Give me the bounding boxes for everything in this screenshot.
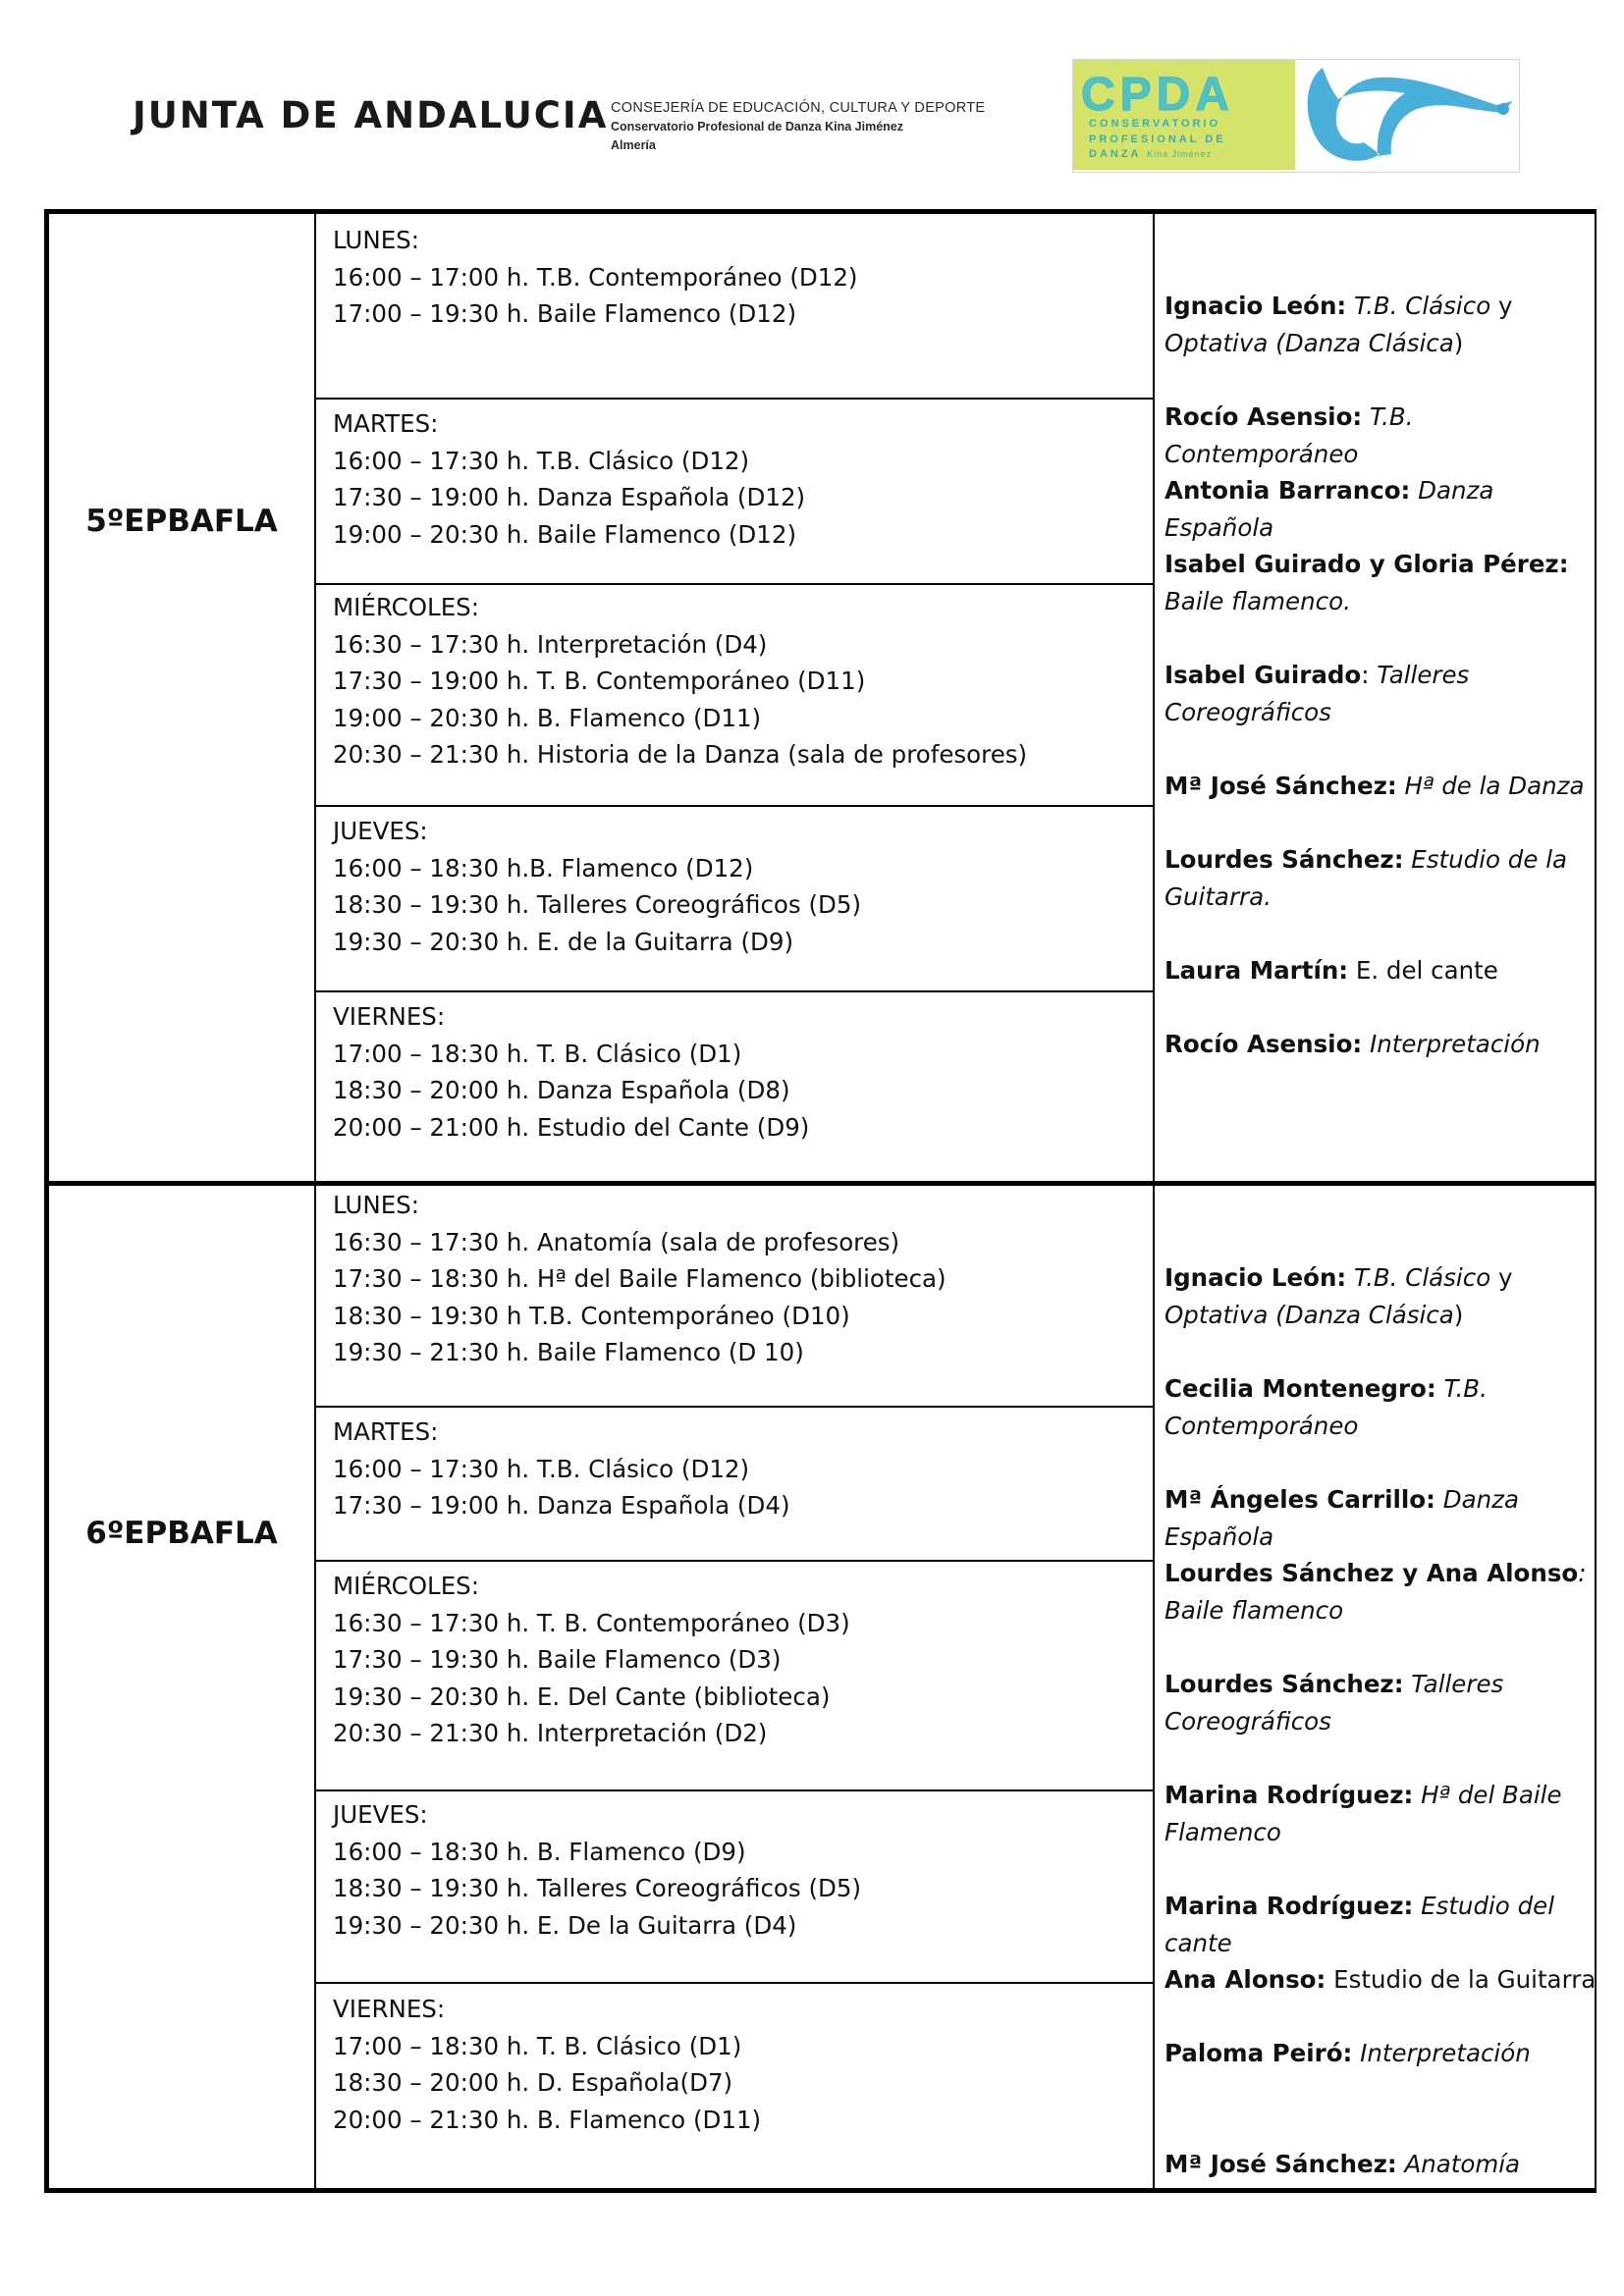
day-slot: 16:30 – 17:30 h. Interpretación (D4) [333,629,768,659]
day-name: VIERNES: [333,1002,446,1031]
teacher-entry: Lourdes Sánchez y Ana Alonso: Baile flamenco [1164,1559,1587,1625]
day-slot: 17:00 – 19:30 h. Baile Flamenco (D12) [333,299,797,329]
day-slot: 18:30 – 19:30 h T.B. Contemporáneo (D10) [333,1301,850,1330]
school-name: Conservatorio Profesional de Danza Kina Jiménez [611,120,903,133]
teacher-entry: Rocío Asensio: Interpretación [1164,1030,1541,1058]
day-block-viernes [316,992,1153,1181]
day-slot: 16:00 – 17:30 h. T.B. Clásico (D12) [333,446,750,475]
day-block-jueves [316,807,1153,992]
day-name: VIERNES: [333,1995,446,2023]
school-city: Almería [611,138,656,152]
day-block-miercoles [316,585,1153,807]
teacher-entry: Lourdes Sánchez: Talleres Coreográficos [1164,1670,1504,1735]
day-name: LUNES: [333,1191,419,1219]
teacher-entry: Paloma Peiró: Interpretación [1164,2039,1531,2067]
day-slot: 17:30 – 19:00 h. Danza Española (D4) [333,1491,790,1521]
teacher-entry: Marina Rodríguez: Estudio del cante [1164,1892,1555,1957]
day-slot: 17:30 – 19:30 h. Baile Flamenco (D3) [333,1645,782,1675]
teacher-entry: Antonia Barranco: Danza Española [1164,476,1494,542]
day-block-martes [316,400,1153,585]
cpda-logo [1072,59,1520,173]
day-slot: 20:00 – 21:00 h. Estudio del Cante (D9) [333,1112,810,1142]
day-slot: 16:00 – 17:00 h. T.B. Contemporáneo (D12) [333,262,858,292]
day-name: JUEVES: [333,1800,428,1829]
level-cell [49,214,316,1181]
day-slot: 18:30 – 20:00 h. Danza Española (D8) [333,1076,790,1105]
day-slot: 19:00 – 20:30 h. B. Flamenco (D11) [333,703,762,732]
day-name: MARTES: [333,1417,439,1446]
level-cell [49,1186,316,2188]
teacher-entry: Ana Alonso: Estudio de la Guitarra [1164,1965,1597,1994]
teacher-entry: Cecilia Montenegro: T.B. Contemporáneo [1164,1374,1488,1440]
day-slot: 17:30 – 18:30 h. Hª del Baile Flamenco (biblioteca) [333,1264,947,1294]
teacher-entry: Laura Martín: E. del cante [1164,956,1498,985]
org-name: JUNTA DE ANDALUCIA [133,94,609,136]
day-slot: 17:30 – 19:00 h. T. B. Contemporáneo (D11) [333,667,866,696]
day-slot: 19:30 – 20:30 h. E. de la Guitarra (D9) [333,927,794,956]
day-slot: 19:30 – 20:30 h. E. De la Guitarra (D4) [333,1910,797,1940]
day-slot: 17:30 – 19:00 h. Danza Española (D12) [333,483,806,512]
day-block-martes [316,1408,1153,1562]
level-label: 6ºEPBAFLA [85,1516,278,1551]
day-block-lunes [316,214,1153,400]
day-slot: 16:00 – 18:30 h. B. Flamenco (D9) [333,1837,746,1866]
logo-acronym: CPDA [1081,69,1235,121]
day-slot: 20:30 – 21:30 h. Historia de la Danza (sala de profesores) [333,740,1028,770]
day-slot: 19:00 – 20:30 h. Baile Flamenco (D12) [333,519,797,549]
day-name: MIÉRCOLES: [333,593,479,621]
day-slot: 18:30 – 19:30 h. Talleres Coreográficos (D5) [333,1874,862,1903]
day-block-jueves [316,1791,1153,1984]
logo-line-2: PROFESIONAL DE [1089,133,1226,145]
day-name: JUEVES: [333,817,428,845]
day-name: MARTES: [333,409,439,438]
teachers-column [1155,214,1593,1181]
day-name: LUNES: [333,226,419,254]
day-block-miercoles [316,1562,1153,1791]
day-name: MIÉRCOLES: [333,1572,479,1600]
day-block-viernes [316,1984,1153,2188]
day-slot: 19:30 – 21:30 h. Baile Flamenco (D 10) [333,1338,804,1367]
teacher-entry: Lourdes Sánchez: Estudio de la Guitarra. [1164,845,1568,911]
consejeria-block [611,99,985,155]
day-slot: 16:30 – 17:30 h. T. B. Contemporáneo (D3) [333,1608,850,1637]
dancer-silhouette-icon [1295,60,1519,170]
teacher-entry: Ignacio León: T.B. Clásico y Optativa (Danza Clásica) [1164,292,1513,357]
day-slot: 17:00 – 18:30 h. T. B. Clásico (D1) [333,2031,742,2060]
day-slot: 20:30 – 21:30 h. Interpretación (D2) [333,1719,768,1748]
day-slot: 16:30 – 17:30 h. Anatomía (sala de profesores) [333,1227,900,1256]
day-slot: 19:30 – 20:30 h. E. Del Cante (biblioteca) [333,1682,831,1711]
consejeria-name: CONSEJERÍA DE EDUCACIÓN, CULTURA Y DEPORTE [611,100,986,116]
teacher-entry: Mª José Sánchez: Hª de la Danza [1164,772,1585,800]
schedule-5-epbafla [44,209,1597,1181]
schedule-6-epbafla [44,1181,1597,2193]
level-label: 5ºEPBAFLA [85,504,278,539]
teacher-entry: Mª Ángeles Carrillo: Danza Española [1164,1485,1519,1551]
day-slot: 17:00 – 18:30 h. T. B. Clásico (D1) [333,1039,742,1068]
day-slot: 18:30 – 19:30 h. Talleres Coreográficos (D5) [333,890,862,920]
day-slot: 18:30 – 20:00 h. D. Española(D7) [333,2068,733,2098]
day-slot: 16:00 – 18:30 h.B. Flamenco (D12) [333,853,754,882]
teacher-entry: Isabel Guirado y Gloria Pérez: Baile flamenco. [1164,550,1569,615]
teacher-entry: Rocío Asensio: T.B. Contemporáneo [1164,402,1414,468]
days-column [316,1186,1155,2188]
teacher-entry: Ignacio León: T.B. Clásico y Optativa (Danza Clásica) [1164,1263,1513,1329]
logo-line-1: CONSERVATORIO [1089,118,1221,130]
teacher-entry: Marina Rodríguez: Hª del Baile Flamenco [1164,1781,1562,1846]
teachers-column [1155,1186,1597,2188]
teacher-entry: Mª José Sánchez: Anatomía [1164,2150,1521,2178]
logo-line-3: DANZA Kina Jiménez [1089,148,1213,160]
day-slot: 16:00 – 17:30 h. T.B. Clásico (D12) [333,1454,750,1483]
logo-bar [1073,60,1295,170]
days-column [316,214,1155,1181]
day-block-lunes [316,1186,1153,1408]
day-slot: 20:00 – 21:30 h. B. Flamenco (D11) [333,2105,762,2134]
teacher-entry: Isabel Guirado: Talleres Coreográficos [1164,661,1470,726]
